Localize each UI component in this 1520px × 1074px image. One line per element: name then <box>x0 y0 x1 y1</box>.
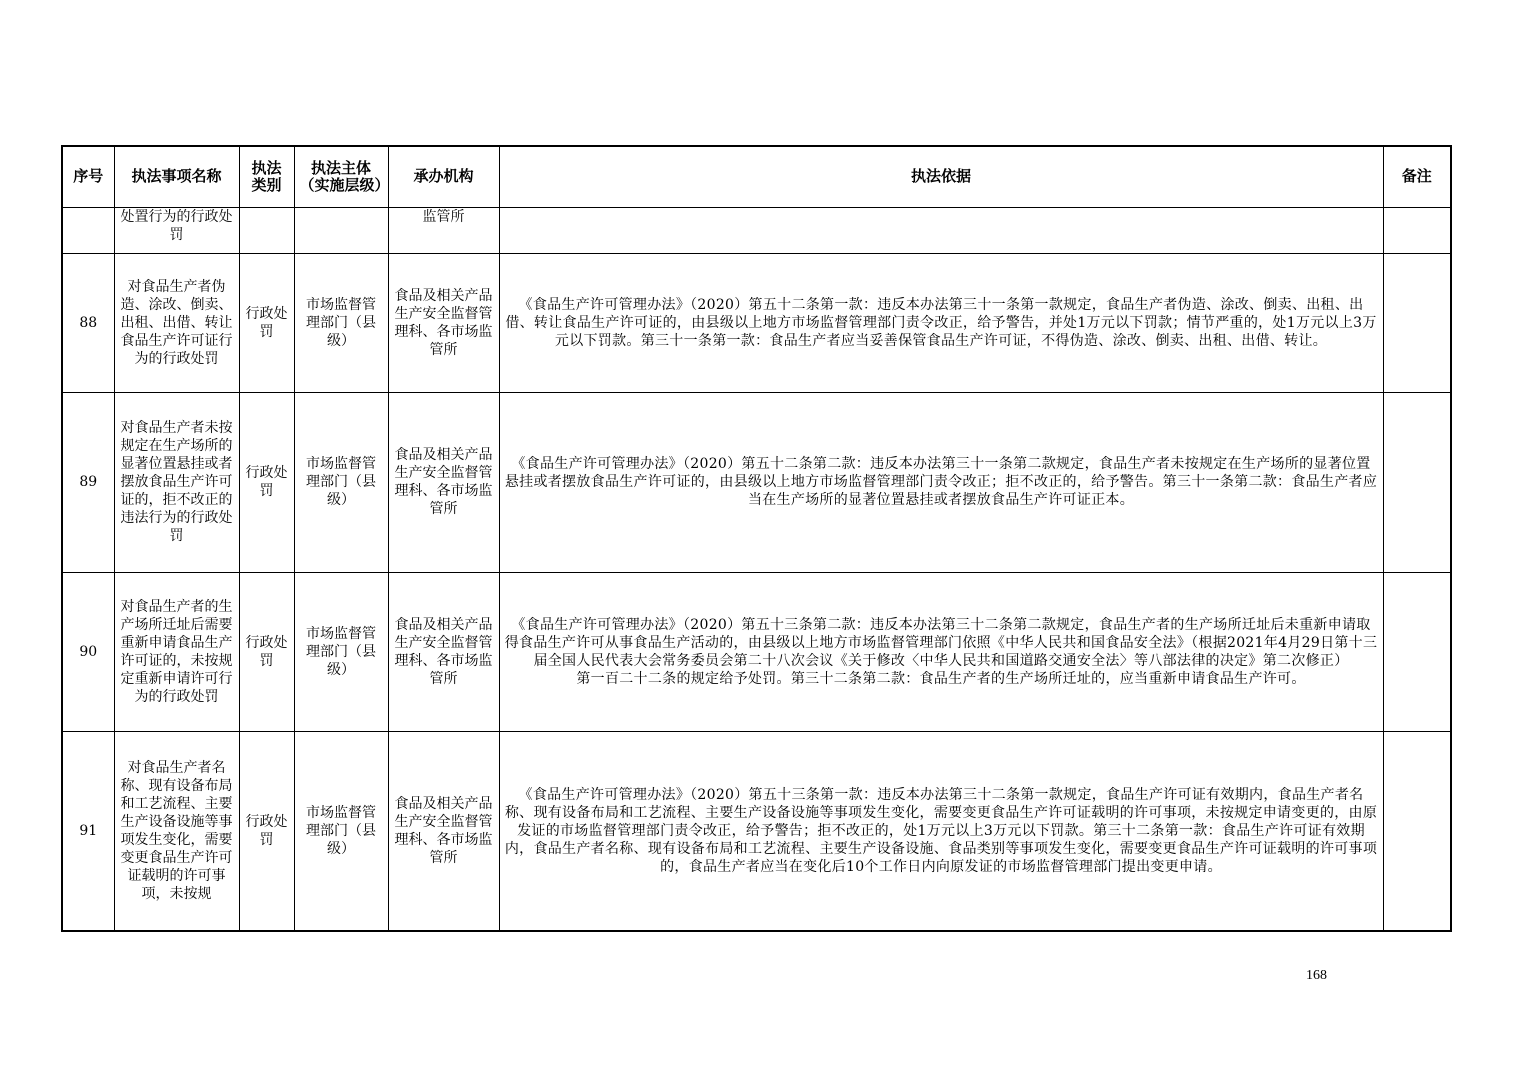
cell-no: 90 <box>62 572 114 731</box>
cell-name: 处置行为的行政处罚 <box>114 207 239 253</box>
cell-category: 行政处罚 <box>239 731 294 931</box>
basis-paragraph: 《食品生产许可管理办法》（2020）第五十三条第二款：违反本办法第三十二条第二款规定，食品生产者的生产场所迁址后未重新申请取得食品生产许可从事食品生产活动的，由县级以上地方市场监督管理部门依照《中华人民共和国食品安全法》（根据2021年4月29日第十三届全国人民代表大会常务委员会第二十八次会议《关于修改〈中华人民共和国道路交通安全法〉等八部法律的决定》第二次修正） <box>504 616 1378 669</box>
table-row <box>62 392 1451 572</box>
cell-subject: 市场监督管理部门（县级） <box>294 572 388 731</box>
cell-agency: 食品及相关产品生产安全监督管理科、各市场监管所 <box>388 253 499 392</box>
cell-no: 91 <box>62 731 114 931</box>
cell-basis <box>499 572 1383 731</box>
cell-name: 对食品生产者的生产场所迁址后需要重新申请食品生产许可证的，未按规定重新申请许可行为的行政处罚 <box>114 572 239 731</box>
cell-category: 行政处罚 <box>239 572 294 731</box>
cell-basis <box>499 253 1383 392</box>
page-content <box>61 145 1452 932</box>
cell-subject: 市场监督管理部门（县级） <box>294 731 388 931</box>
table-row <box>62 253 1451 392</box>
cell-category: 行政处罚 <box>239 253 294 392</box>
cell-name: 对食品生产者名称、现有设备布局和工艺流程、主要生产设备设施等事项发生变化，需要变更食品生产许可证载明的许可事项，未按规 <box>114 731 239 931</box>
table-row <box>62 731 1451 931</box>
basis-paragraph: 《食品生产许可管理办法》（2020）第五十二条第一款：违反本办法第三十一条第一款规定，食品生产者伪造、涂改、倒卖、出租、出借、转让食品生产许可证的，由县级以上地方市场监督管理部门责令改正，给予警告，并处1万元以下罚款；情节严重的，处1万元以上3万元以下罚款。第三十一条第一款：食品生产者应当妥善保管食品生产许可证，不得伪造、涂改、倒卖、出租、出借、转让。 <box>505 296 1377 349</box>
cell-remark <box>1383 731 1451 931</box>
table-row-continued <box>62 207 1451 253</box>
cell-category <box>239 207 294 253</box>
header-no: 序号 <box>62 146 114 207</box>
page-number: 168 <box>1306 968 1327 983</box>
header-row <box>62 146 1451 207</box>
cell-basis <box>499 392 1383 572</box>
cell-agency: 食品及相关产品生产安全监督管理科、各市场监管所 <box>388 572 499 731</box>
cell-name: 对食品生产者未按规定在生产场所的显著位置悬挂或者摆放食品生产许可证的，拒不改正的违法行为的行政处罚 <box>114 392 239 572</box>
header-remark: 备注 <box>1383 146 1451 207</box>
cell-name: 对食品生产者伪造、涂改、倒卖、出租、出借、转让食品生产许可证行为的行政处罚 <box>114 253 239 392</box>
cell-no: 88 <box>62 253 114 392</box>
cell-no: 89 <box>62 392 114 572</box>
cell-remark <box>1383 572 1451 731</box>
cell-remark <box>1383 392 1451 572</box>
cell-remark <box>1383 207 1451 253</box>
cell-subject: 市场监督管理部门（县级） <box>294 392 388 572</box>
header-agency: 承办机构 <box>388 146 499 207</box>
cell-remark <box>1383 253 1451 392</box>
header-subject: 执法主体（实施层级） <box>294 146 388 207</box>
cell-subject: 市场监督管理部门（县级） <box>294 253 388 392</box>
basis-paragraph: 《食品生产许可管理办法》（2020）第五十三条第一款：违反本办法第三十二条第一款规定，食品生产许可证有效期内，食品生产者名称、现有设备布局和工艺流程、主要生产设备设施等事项发生变化，需要变更食品生产许可证载明的许可事项，未按规定申请变更的，由原发证的市场监督管理部门责令改正，给予警告；拒不改正的，处1万元以上3万元以下罚款。第三十二条第一款：食品生产许可证有效期内，食品生产者名称、现有设备布局和工艺流程、主要生产设备设施、食品类别等事项发生变化，需要变更食品生产许可证载明的许可事项的，食品生产者应当在变化后10个工作日内向原发证的市场监督管理部门提出变更申请。 <box>504 786 1378 875</box>
cell-agency: 食品及相关产品生产安全监督管理科、各市场监管所 <box>388 731 499 931</box>
header-name: 执法事项名称 <box>114 146 239 207</box>
cell-agency: 食品及相关产品生产安全监督管理科、各市场监管所 <box>388 392 499 572</box>
cell-no <box>62 207 114 253</box>
header-basis: 执法依据 <box>499 146 1383 207</box>
cell-subject <box>294 207 388 253</box>
enforcement-table <box>61 145 1452 932</box>
cell-category: 行政处罚 <box>239 392 294 572</box>
header-category: 执法类别 <box>239 146 294 207</box>
table-row <box>62 572 1451 731</box>
cell-basis <box>499 731 1383 931</box>
cell-basis <box>499 207 1383 253</box>
cell-agency: 监管所 <box>388 207 499 253</box>
basis-paragraph: 第一百二十二条的规定给予处罚。第三十二条第二款：食品生产者的生产场所迁址的，应当重新申请食品生产许可。 <box>576 670 1306 687</box>
basis-paragraph: 《食品生产许可管理办法》（2020）第五十二条第二款：违反本办法第三十一条第二款规定，食品生产者未按规定在生产场所的显著位置悬挂或者摆放食品生产许可证的，由县级以上地方市场监督管理部门责令改正；拒不改正的，给予警告。第三十一条第二款：食品生产者应当在生产场所的显著位置悬挂或者摆放食品生产许可证正本。 <box>504 456 1378 508</box>
